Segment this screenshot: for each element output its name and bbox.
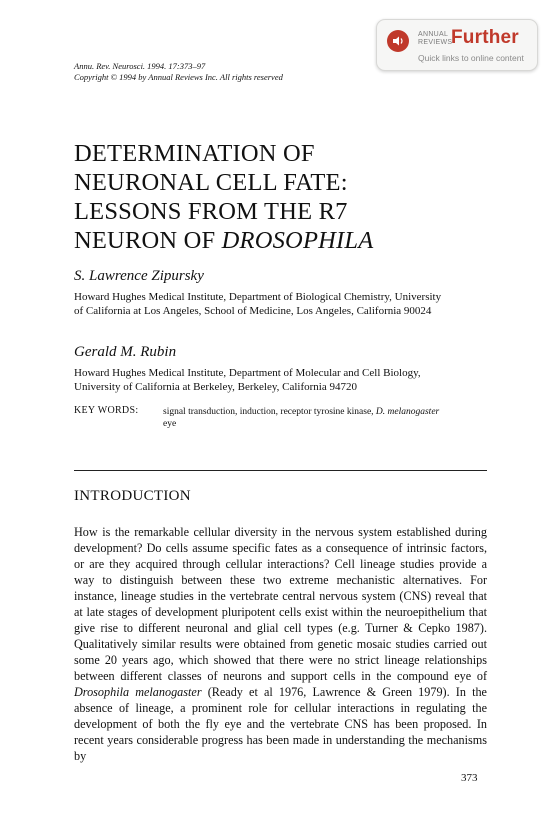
journal-copyright: Copyright © 1994 by Annual Reviews Inc. All rights reserved xyxy=(74,72,283,82)
section-heading: INTRODUCTION xyxy=(74,488,191,504)
title-line-1: DETERMINATION OF xyxy=(74,140,315,167)
badge-subtitle: Quick links to online content xyxy=(418,53,524,63)
title-line-4 xyxy=(74,226,373,255)
body-text-part-2: (Ready et al 1976, Lawrence & Green 1979). In the absence of lineage, a prominent role for cellular interactions in regulating the development of both the fly eye and the vertebrate CNS has been proposed. In recent years considerable progress has been made in understanding the mechanisms by xyxy=(74,685,487,763)
author-name-2: Gerald M. Rubin xyxy=(74,344,177,360)
badge-line-reviews: REVIEWS xyxy=(418,39,453,46)
body-text-part-1: How is the remarkable cellular diversity in the nervous system established during development? Do cells assume specific fates as a consequence of intrinsic factors, or are they acquired through cellular interactions? Cell lineage studies provide a way to distinguish between these two extreme mechanistic alternatives. For instance, lineage studies in the vertebrate central nervous system (CNS) reveal that at late stages of development pluripotent cells exist within the neuroepithelium that give rise to different neuronal and glial cell types (e.g. Turner & Cepko 1987). Qualitatively similar results were obtained from genetic mosaic studies carried out some 20 years ago, which showed that there were no strict lineage relationships between different classes of neurons and support cells in the compound eye of xyxy=(74,525,487,683)
affiliation-1-line-1: Howard Hughes Medical Institute, Department of Biological Chemistry, University xyxy=(74,291,442,303)
badge-brand: Further xyxy=(451,27,519,48)
section-divider xyxy=(74,470,487,471)
title-line-2: NEURONAL CELL FATE: xyxy=(74,169,348,196)
further-links-badge[interactable] xyxy=(376,19,538,71)
author-affiliation-1 xyxy=(74,290,441,318)
keywords-text xyxy=(163,406,493,430)
affiliation-2-line-1: Howard Hughes Medical Institute, Department of Molecular and Cell Biology, xyxy=(74,367,421,379)
author-affiliation-2 xyxy=(74,366,421,394)
author-name-1: S. Lawrence Zipursky xyxy=(74,268,204,284)
title-line-4-prefix: NEURON OF xyxy=(74,227,222,254)
badge-publisher xyxy=(418,31,452,47)
badge-line-annual: ANNUAL xyxy=(418,31,449,38)
body-paragraph xyxy=(74,524,487,764)
keywords-species: D. melanogaster xyxy=(375,407,440,417)
title-line-3: LESSONS FROM THE R7 xyxy=(74,198,348,225)
keywords-list: signal transduction, induction, receptor tyrosine kinase, xyxy=(163,407,376,417)
title-species: DROSOPHILA xyxy=(221,227,374,254)
keywords-label: KEY WORDS: xyxy=(74,405,139,416)
affiliation-1-line-2: of California at Los Angeles, School of Medicine, Los Angeles, California 90024 xyxy=(74,305,432,317)
body-species-name: Drosophila melanogaster xyxy=(74,685,202,699)
affiliation-2-line-2: University of California at Berkeley, Berkeley, California 94720 xyxy=(74,381,357,393)
keywords-line-2: eye xyxy=(163,419,177,429)
journal-citation: Annu. Rev. Neurosci. 1994. 17:373–97 xyxy=(74,61,206,71)
journal-header xyxy=(74,61,283,83)
speaker-icon xyxy=(387,30,409,52)
article-title xyxy=(74,139,373,255)
page-number: 373 xyxy=(461,772,478,784)
